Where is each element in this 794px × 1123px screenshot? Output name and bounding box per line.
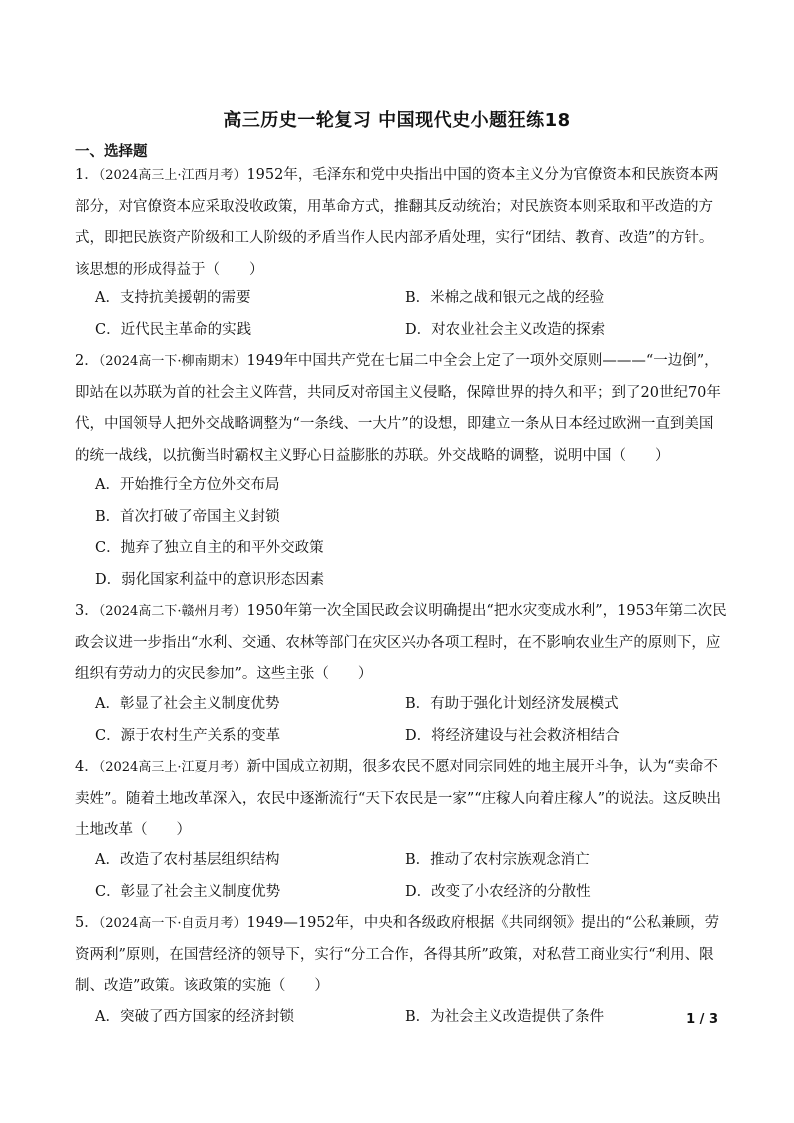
question-text: 1949—1952年，中央和各级政府根据《共同纲领》提出的“公私兼顾，劳资两利”原则，在国营经济的领导下，实行“分工合作，各得其所”政策，对私营工商业实行“利用、限制、改造”政策。该政策的实施（ ） [75,915,720,994]
question-source: （2024高二下·赣州月考） [98,604,247,619]
question-text: 1952年，毛泽东和党中央指出中国的资本主义分为官僚资本和民族资本两部分，对官僚资本应采取没收政策，用革命方式，推翻其反动统治；对民族资本则采取和平改造的方式，即把民族资产阶级和工人阶级的矛盾当作人民内部矛盾处理，实行“团结、教育、改造”的方针。该思想的形成得益于（ ） [75,167,719,278]
document-title: 高三历史一轮复习 中国现代史小题狂练18 [223,110,571,131]
section-heading: 一、选择题 [75,144,148,160]
question-source: （2024高一下·自贡月考） [98,916,247,931]
question-4 [75,752,727,847]
options-4 [95,845,725,908]
question-5 [75,908,727,1003]
question-text: 1950年第一次全国民政会议明确提出“把水灾变成水利”，1953年第二次民政会议进一步指出“水利、交通、农林等部门在灾区兴办各项工程时，在不影响农业生产的原则下，应组织有劳动力的灾民参加”。这些主张（ ） [75,603,727,682]
option-d[interactable]: D．弱化国家利益中的意识形态因素 [95,571,325,588]
options-3 [95,689,725,752]
question-number: 3． [75,603,99,619]
option-d[interactable]: D．将经济建设与社会救济相结合 [405,727,620,744]
question-source: （2024高三上·江西月考） [98,168,247,183]
option-a[interactable]: A．彰显了社会主义制度优势 [95,696,280,712]
options-5 [95,1002,725,1034]
option-a[interactable]: A．突破了西方国家的经济封锁 [95,1009,294,1025]
option-c[interactable]: C．彰显了社会主义制度优势 [95,883,281,900]
page-number: 1 / 3 [686,1012,718,1027]
option-c[interactable]: C．近代民主革命的实践 [95,321,252,338]
question-1 [75,160,727,286]
option-a[interactable]: A．开始推行全方位外交布局 [95,477,280,493]
option-b[interactable]: B．推动了农村宗族观念消亡 [405,852,590,868]
option-b[interactable]: B．为社会主义改造提供了条件 [405,1009,605,1025]
option-c[interactable]: C．抛弃了独立自主的和平外交政策 [95,540,324,556]
question-number: 4． [75,759,99,775]
options-2 [95,470,725,596]
question-text: 新中国成立初期，很多农民不愿对同宗同姓的地主展开斗争，认为“卖命不卖姓”。随着土地改革深入，农民中逐渐流行“天下农民是一家”“庄稼人向着庄稼人”的说法。这反映出土地改革（ ） [75,759,722,838]
option-a[interactable]: A．支持抗美援朝的需要 [95,290,251,306]
option-a[interactable]: A．改造了农村基层组织结构 [95,852,280,868]
question-source: （2024高一下·柳南期末） [98,354,247,369]
option-b[interactable]: B．有助于强化计划经济发展模式 [405,696,619,712]
question-number: 5． [75,915,99,931]
options-1 [95,283,725,346]
option-b[interactable]: B．首次打破了帝国主义封锁 [95,508,280,525]
question-number: 2． [75,353,99,369]
question-source: （2024高三上·江夏月考） [98,760,247,775]
question-2 [75,346,727,472]
question-3 [75,596,727,691]
question-text: 1949年中国共产党在七届二中全会上定了一项外交原则———“一边倒”，即站在以苏联为首的社会主义阵营，共同反对帝国主义侵略，保障世界的持久和平；到了20世纪70年代，中国领导人把外交战略调整为“一条线、一大片”的设想，即建立一条从日本经过欧洲一直到美国的统一战线，以抗衡当时霸权主义野心日益膨胀的苏联。外交战略的调整，说明中国（ ） [75,353,721,464]
option-c[interactable]: C．源于农村生产关系的变革 [95,727,281,744]
option-d[interactable]: D．对农业社会主义改造的探索 [405,321,606,338]
option-b[interactable]: B．米棉之战和银元之战的经验 [405,290,605,306]
option-d[interactable]: D．改变了小农经济的分散性 [405,883,591,900]
question-number: 1． [75,167,99,183]
